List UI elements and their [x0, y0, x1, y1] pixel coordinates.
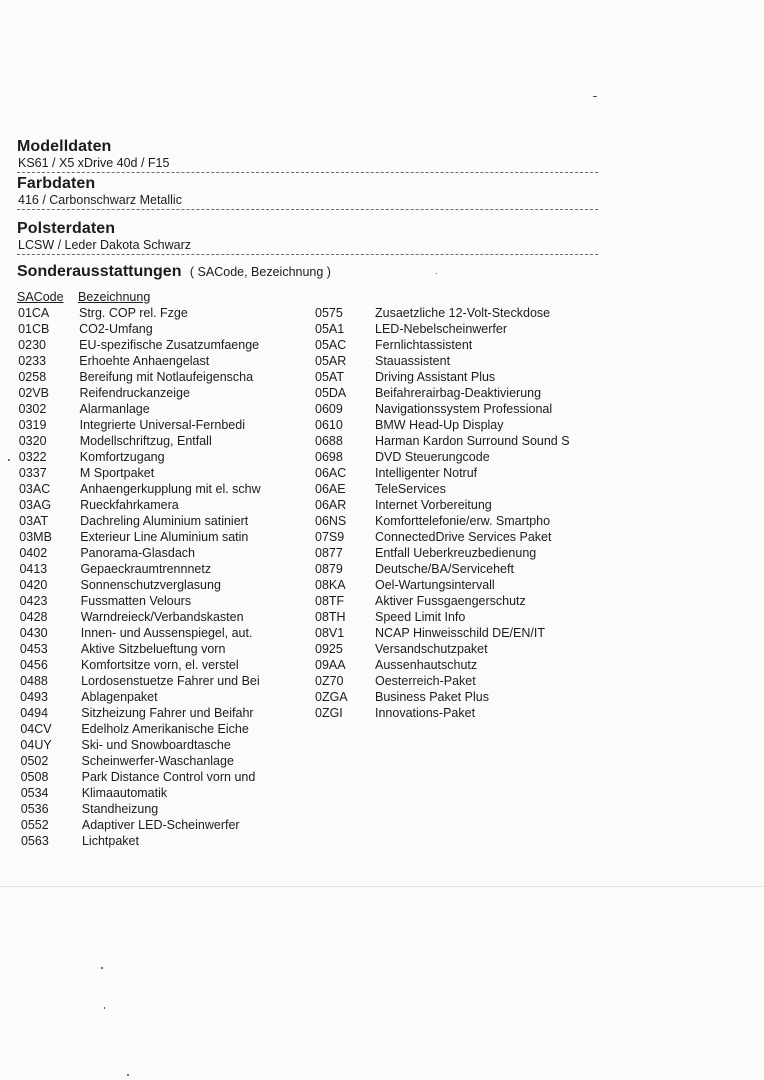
- sonderausstattungen-heading: [17, 263, 331, 281]
- equipment-row: [18, 337, 318, 353]
- sa-description: Aussenhautschutz: [375, 658, 478, 672]
- equipment-row: [315, 449, 615, 465]
- sa-description: Oesterreich-Paket: [375, 674, 476, 688]
- scan-speck: [104, 1007, 105, 1009]
- sa-description: Adaptiver LED-Scheinwerfer: [81, 818, 240, 832]
- sa-code: 06AR: [315, 498, 347, 512]
- sa-description: M Sportpaket: [79, 466, 155, 480]
- sa-description: Warndreieck/Verbandskasten: [80, 610, 244, 624]
- farbdaten-title: Farbdaten: [17, 175, 96, 192]
- sa-description: Innovations-Paket: [375, 706, 476, 720]
- scan-speck: [436, 273, 437, 274]
- sa-code: 03AC: [18, 482, 51, 496]
- sa-description: Aktiver Fussgaengerschutz: [375, 594, 526, 608]
- equipment-row: [21, 753, 321, 769]
- sa-description: Fernlichtassistent: [375, 338, 473, 352]
- sa-description: Deutsche/BA/Serviceheft: [375, 562, 514, 576]
- equipment-row: [18, 305, 318, 321]
- sa-description: Speed Limit Info: [375, 610, 466, 624]
- sa-code: 0ZGI: [315, 706, 343, 720]
- sa-code: 0413: [19, 562, 48, 576]
- sa-description: Edelholz Amerikanische Eiche: [81, 722, 249, 736]
- sa-description: Panorama-Glasdach: [80, 546, 195, 560]
- equipment-row: [21, 785, 321, 801]
- equipment-row: [20, 721, 320, 737]
- equipment-row: [315, 561, 615, 577]
- sa-code: 0230: [18, 338, 46, 352]
- sa-code: 05A1: [315, 322, 345, 336]
- sa-description: Alarmanlage: [79, 402, 150, 416]
- column-header-bezeichnung: Bezeichnung: [78, 290, 151, 304]
- polsterdaten-title: Polsterdaten: [17, 220, 116, 237]
- sa-description: TeleServices: [375, 482, 446, 496]
- sa-description: Sonnenschutzverglasung: [80, 578, 221, 592]
- sa-description: Internet Vorbereitung: [375, 498, 492, 512]
- equipment-row: [19, 449, 319, 465]
- equipment-row: [315, 337, 615, 353]
- sa-code: 0575: [315, 306, 343, 320]
- sa-description: Reifendruckanzeige: [79, 386, 190, 400]
- sa-description: Fussmatten Velours: [80, 594, 192, 608]
- sa-code: 0320: [18, 434, 47, 448]
- sa-description: Lordosenstuetze Fahrer und Bei: [81, 674, 260, 688]
- scan-speck: [8, 459, 10, 461]
- sa-code: 0302: [18, 402, 47, 416]
- sa-description: NCAP Hinweisschild DE/EN/IT: [375, 626, 545, 640]
- modelldaten-value: KS61 / X5 xDrive 40d / F15: [18, 156, 170, 170]
- equipment-row: [315, 545, 615, 561]
- sa-code: 0563: [20, 834, 49, 848]
- equipment-row: [20, 705, 320, 721]
- equipment-row: [21, 833, 321, 849]
- sa-code: 04UY: [20, 738, 52, 752]
- sa-code: 0258: [18, 370, 47, 384]
- sa-code: 03AT: [19, 514, 49, 528]
- modelldaten-divider: [17, 172, 598, 173]
- sa-description: CO2-Umfang: [79, 322, 153, 336]
- equipment-row: [21, 817, 321, 833]
- modelldaten-title: Modelldaten: [17, 138, 112, 155]
- sa-code: 06NS: [315, 514, 347, 528]
- sa-code: 0319: [18, 418, 47, 432]
- equipment-row: [18, 385, 318, 401]
- sa-description: Komfortzugang: [79, 450, 165, 464]
- sa-description: ConnectedDrive Services Paket: [375, 530, 552, 544]
- equipment-row: [315, 577, 615, 593]
- sa-description: Business Paket Plus: [375, 690, 489, 704]
- sa-code: 0610: [315, 418, 343, 432]
- sa-code: 01CA: [18, 306, 50, 320]
- sa-description: LED-Nebelscheinwerfer: [375, 322, 508, 336]
- sa-description: Modellschriftzug, Entfall: [79, 434, 212, 448]
- equipment-row: [315, 481, 615, 497]
- sa-code: 08TH: [315, 610, 346, 624]
- sa-code: 0ZGA: [315, 690, 348, 704]
- sa-description: Klimaautomatik: [81, 786, 168, 800]
- equipment-row: [19, 433, 319, 449]
- equipment-row: [20, 625, 320, 641]
- sa-code: 0423: [19, 594, 48, 608]
- sa-description: Oel-Wartungsintervall: [375, 578, 495, 592]
- sa-description: Harman Kardon Surround Sound S: [375, 434, 570, 448]
- equipment-row: [315, 401, 615, 417]
- sa-description: Ablagenpaket: [81, 690, 158, 704]
- sa-description: Park Distance Control vorn und: [81, 770, 256, 784]
- sa-code: 02VB: [18, 386, 50, 400]
- equipment-row: [315, 593, 615, 609]
- sa-description: Standheizung: [81, 802, 159, 816]
- sa-description: Strg. COP rel. Fzge: [79, 306, 188, 320]
- equipment-row: [21, 801, 321, 817]
- equipment-row: [18, 369, 318, 385]
- equipment-row: [20, 593, 320, 609]
- sa-code: 0879: [315, 562, 343, 576]
- equipment-row: [315, 657, 615, 673]
- equipment-row: [20, 641, 320, 657]
- sa-code: 0493: [20, 690, 48, 704]
- equipment-row: [315, 369, 615, 385]
- sa-code: 0877: [315, 546, 343, 560]
- equipment-row: [19, 561, 319, 577]
- sa-code: 05AT: [315, 370, 344, 384]
- sa-code: 0488: [20, 674, 48, 688]
- equipment-row: [19, 497, 319, 513]
- sa-description: Driving Assistant Plus: [375, 370, 496, 384]
- sa-description: Rueckfahrkamera: [80, 498, 179, 512]
- equipment-row: [21, 769, 321, 785]
- sa-description: Beifahrerairbag-Deaktivierung: [375, 386, 542, 400]
- sa-code: 0Z70: [315, 674, 344, 688]
- sa-code: 06AE: [315, 482, 346, 496]
- sa-description: Ski- und Snowboardtasche: [81, 738, 231, 752]
- equipment-row: [315, 673, 615, 689]
- scan-speck: [101, 967, 103, 969]
- sa-description: Zusaetzliche 12-Volt-Steckdose: [375, 306, 551, 320]
- equipment-row: [315, 625, 615, 641]
- sa-description: Scheinwerfer-Waschanlage: [81, 754, 234, 768]
- equipment-row: [315, 705, 615, 721]
- sa-code: 08TF: [315, 594, 345, 608]
- sa-code: 0534: [20, 786, 49, 800]
- equipment-row: [315, 513, 615, 529]
- sonderausstattungen-title: Sonderausstattungen: [17, 263, 182, 280]
- equipment-row: [20, 737, 320, 753]
- equipment-row: [20, 689, 320, 705]
- sa-code: 08KA: [315, 578, 346, 592]
- sa-code: 0494: [20, 706, 49, 720]
- sa-code: 0502: [20, 754, 49, 768]
- sa-code: 0688: [315, 434, 343, 448]
- sa-code: 08V1: [315, 626, 345, 640]
- sa-description: Erhoehte Anhaengelast: [79, 354, 210, 368]
- equipment-row: [19, 417, 319, 433]
- sa-description: BMW Head-Up Display: [375, 418, 504, 432]
- equipment-row: [315, 321, 615, 337]
- polsterdaten-divider: [17, 254, 598, 255]
- sa-description: Aktive Sitzbelueftung vorn: [80, 642, 226, 656]
- equipment-row: [315, 465, 615, 481]
- equipment-row: [315, 497, 615, 513]
- sa-description: Komforttelefonie/erw. Smartpho: [375, 514, 551, 528]
- equipment-row: [315, 689, 615, 705]
- equipment-row: [315, 433, 615, 449]
- sonderausstattungen-subtitle: ( SACode, Bezeichnung ): [189, 265, 331, 279]
- sa-code: 04CV: [20, 722, 52, 736]
- sa-code: 0552: [20, 818, 49, 832]
- sa-code: 0925: [315, 642, 343, 656]
- sa-code: 0428: [19, 610, 48, 624]
- sa-description: Bereifung mit Notlaufeigenscha: [79, 370, 254, 384]
- sa-code: 07S9: [315, 530, 345, 544]
- scan-speck: [127, 1074, 129, 1076]
- equipment-row: [20, 609, 320, 625]
- equipment-row: [315, 609, 615, 625]
- equipment-row: [19, 513, 319, 529]
- sa-description: Gepaeckraumtrennnetz: [80, 562, 212, 576]
- farbdaten-divider: [17, 209, 598, 210]
- equipment-row: [315, 641, 615, 657]
- sa-code: 0609: [315, 402, 343, 416]
- sa-description: Stauassistent: [375, 354, 451, 368]
- equipment-row: [19, 481, 319, 497]
- sa-code: 0536: [20, 802, 49, 816]
- equipment-row: [20, 657, 320, 673]
- sa-code: 0453: [19, 642, 48, 656]
- sa-code: 0402: [19, 546, 48, 560]
- sa-code: 03AG: [19, 498, 52, 512]
- sa-code: 03MB: [19, 530, 52, 544]
- sa-code: 0456: [19, 658, 48, 672]
- sa-description: Innen- und Aussenspiegel, aut.: [80, 626, 253, 640]
- sa-code: 0337: [18, 466, 47, 480]
- equipment-row: [18, 353, 318, 369]
- sa-code: 05DA: [315, 386, 347, 400]
- sa-code: 0233: [18, 354, 47, 368]
- sa-description: Sitzheizung Fahrer und Beifahr: [81, 706, 254, 720]
- equipment-row: [315, 529, 615, 545]
- sa-code: 0508: [20, 770, 49, 784]
- sa-description: Anhaengerkupplung mit el. schw: [79, 482, 261, 496]
- sa-code: 06AC: [315, 466, 347, 480]
- equipment-row: [315, 385, 615, 401]
- equipment-row: [20, 673, 320, 689]
- sa-code: 01CB: [18, 322, 50, 336]
- sa-description: Dachreling Aluminium satiniert: [80, 514, 249, 528]
- sa-code: 0420: [19, 578, 48, 592]
- sa-description: Entfall Ueberkreuzbedienung: [375, 546, 537, 560]
- equipment-row: [19, 401, 319, 417]
- sa-description: Integrierte Universal-Fernbedi: [79, 418, 245, 432]
- sa-description: EU-spezifische Zusatzumfaenge: [79, 338, 260, 352]
- sa-description: Komfortsitze vorn, el. verstel: [80, 658, 239, 672]
- equipment-row: [315, 353, 615, 369]
- sa-code: 05AC: [315, 338, 347, 352]
- equipment-row: [315, 417, 615, 433]
- equipment-row: [19, 529, 319, 545]
- sa-code: 05AR: [315, 354, 347, 368]
- equipment-row: [315, 305, 615, 321]
- scan-edge-line: [0, 886, 764, 887]
- sa-description: Intelligenter Notruf: [375, 466, 478, 480]
- sa-code: 0322: [18, 450, 47, 464]
- scan-speck: [593, 96, 597, 97]
- sa-description: Versandschutzpaket: [375, 642, 488, 656]
- sa-description: Lichtpaket: [81, 834, 139, 848]
- sa-description: DVD Steuerungcode: [375, 450, 490, 464]
- column-header-sacode: SACode: [17, 290, 64, 304]
- equipment-row: [19, 465, 319, 481]
- equipment-row: [20, 577, 320, 593]
- equipment-row: [18, 321, 318, 337]
- sa-code: 0430: [19, 626, 48, 640]
- sa-code: 09AA: [315, 658, 346, 672]
- sa-description: Navigationssystem Professional: [375, 402, 553, 416]
- sa-description: Exterieur Line Aluminium satin: [80, 530, 249, 544]
- equipment-row: [19, 545, 319, 561]
- polsterdaten-value: LCSW / Leder Dakota Schwarz: [18, 238, 191, 252]
- sa-code: 0698: [315, 450, 343, 464]
- farbdaten-value: 416 / Carbonschwarz Metallic: [18, 193, 182, 207]
